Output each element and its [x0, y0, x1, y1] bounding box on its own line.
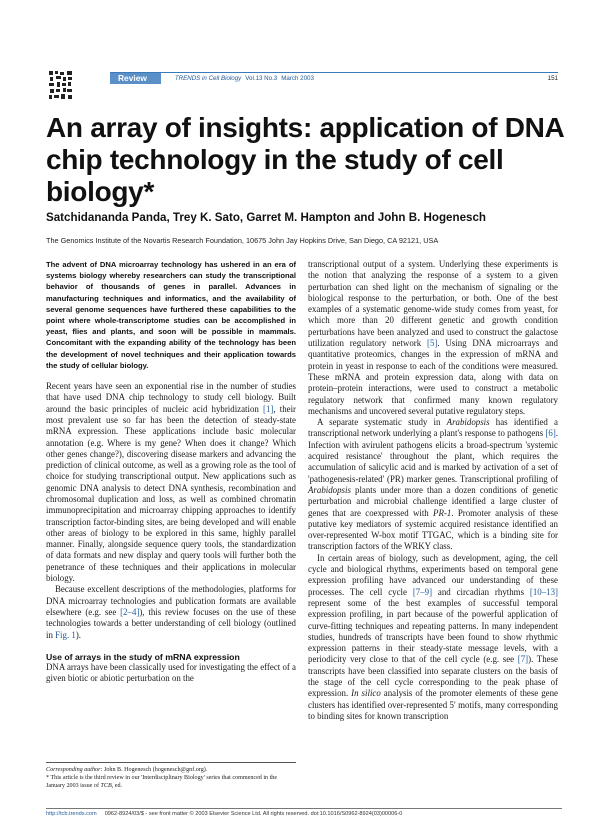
body-paragraph: Recent years have seen an exponential rise in the number of studies that have used DNA chip technology to study cell biology. Built around the basic principles of nucleic acid hybridization [1], their most prevalent use so far has been the detection of steady-state mRNA expression. These applications include basic molecular annotation (e.g. Where is my gene? When does it change? Which other genes change?), discovering disease markers and advancing the prediction of clinical outcome, as well as a growing role as the tool of choice for studying transcriptional output. New applications such as genomic DNA analysis to detect DNA synthesis, recombination and chromosomal duplication and loss, as well as combined chromatin immunoprecipitation and microarray chipping approaches to identify transcription factor-binding sites, are being developed and will enable other areas of biology to be explored in this same, highly parallel manner. Finally, alongside sequence query tools, the standardization of data formats and new display and query tools will further both the penetrance of these techniques and their applications in molecular biology.	[46, 381, 297, 584]
corresponding-author-note: Corresponding author: John B. Hogenesch (hogenesch@gnf.org).	[46, 767, 208, 773]
author-list: Satchidananda Panda, Trey K. Sato, Garret M. Hampton and John B. Hogenesch	[46, 211, 487, 224]
page-footer	[46, 808, 562, 817]
citation-link[interactable]: [7–9]	[412, 586, 433, 597]
citation-link[interactable]: [10–13]	[529, 586, 558, 597]
body-paragraph: In certain areas of biology, such as development, aging, the cell cycle and biological rhythms, experiments based on temporal gene expression profiling have advanced our understanding of these processes. The cell cycle [7–9] and circadian rhythms [10–13] represent some of the best examples of successful temporal expression profiling, in part because of the powerful application of curve-fitting techniques and repeating patterns. In many independent studies, hundreds of transcripts have been found to show rhythmic expression patterns in their steady-state message levels, with a periodicity very close to that of the cell cycle (e.g. see [7]). These transcripts have been classified into separate clusters on the basis of the stage of the cell cycle corresponding to the peak phase of expression. In silico analysis of the promoter elements of these gene clusters has identified over-represented 5′ motifs, many corresponding to binding sites for known transcription	[308, 552, 558, 721]
citation-link[interactable]: [7]	[517, 654, 529, 665]
volume-issue: Vol.13 No.3	[245, 75, 278, 82]
publisher-logo-icon	[48, 70, 74, 100]
affiliation: The Genomics Institute of the Novartis Research Foundation, 10675 John Jay Hopkins Drive, San Diego, CA 92121, USA	[46, 236, 439, 245]
running-header	[110, 72, 558, 84]
citation-link[interactable]: [6]	[545, 428, 556, 439]
left-column	[46, 259, 296, 684]
body-paragraph: A separate systematic study in Arabidopsis has identified a transcriptional network underlying a plant's response to pathogens [6]. Infection with avirulent pathogens elicits a broad-spectrum 'systemic acquired resistance' throughout the plant, which requires the accumulation of salicylic acid and is marked by activation of a set of 'pathogenesis-related' (PR) marker genes. Transcriptional profiling of Arabidopsis plants under more than a dozen conditions of genetic perturbation and microbial challenge identified a large cluster of genes that are coexpressed with PR-1. Promoter analysis of these putative key mediators of systemic acquired resistance identified an over-represented W-box motif TTGAC, which is a binding site for transcription factors of the WRKY class.	[308, 417, 559, 552]
article-title: An array of insights: application of DNA chip technology in the study of cell biology*	[46, 112, 564, 207]
body-paragraph: Because excellent descriptions of the methodologies, platforms for DNA microarray technologies and publication formats are available elsewhere (e.g. see [2–4]), this review focuses on the use of these technologies towards a better understanding of cell biology (outlined in Fig. 1).	[46, 584, 296, 640]
right-column	[308, 259, 558, 722]
citation-link[interactable]: [2–4]	[120, 606, 140, 617]
abstract: The advent of DNA microarray technology has ushered in an era of systems biology whereby researchers can study the transcriptional behavior of thousands of genes in parallel. Advances in manufacturing techniques and informatics, and the availability of several genome sequences have furthered these capabilities to the point where whole-transcriptome studies can be accomplished in yeast, flies and plants, and soon will be possible in mammals. Concomitant with the expanding ability of the technology has been the development of novel techniques and their application towards the study of cellular biology.	[46, 260, 296, 370]
issue-date: March 2003	[281, 75, 314, 82]
figure-link[interactable]: Fig. 1	[55, 629, 76, 640]
citation-link[interactable]: [5]	[427, 338, 438, 349]
journal-url-link[interactable]: http://tcb.trends.com	[46, 811, 97, 817]
section-heading: Use of arrays in the study of mRNA expression	[46, 651, 240, 662]
footnotes	[46, 762, 296, 790]
body-paragraph: DNA arrays have been classically used for investigating the effect of a given biotic or abiotic perturbation on the	[46, 661, 296, 684]
body-paragraph: transcriptional output of a system. Underlying these experiments is the notion that analyzing the response of a system to a given perturbation can shed light on the mechanism of signaling or the biological response to the perturbation, or both. One of the best examples of a systematic genome-wide study comes from yeast, for which more than 20 different genetic and growth condition perturbations have been analyzed and used to construct the galactose utilization regulatory network [5]. Using DNA microarrays and quantitative proteomics, changes in the expression of mRNA and protein in yeast in response to each of the conditions were measured. These mRNA and protein expression data, along with data on protein–protein interactions, were used to construct a metabolic regulatory network that confirmed many known regulatory mechanisms and uncovered several putative regulatory steps.	[308, 259, 558, 416]
journal-name: TRENDS in Cell Biology	[174, 75, 242, 82]
copyright-line: 0962-8924/03/$ - see front matter © 2003 Elsevier Science Ltd. All rights reserved. doi:10.1016/S0962-8924(03)00006-0	[104, 811, 403, 817]
section-label: Review	[110, 73, 161, 84]
page-number: 151	[547, 75, 558, 82]
citation-link[interactable]: [1]	[263, 403, 274, 414]
series-note: * This article is the third review in our 'Interdisciplinary Biology' series that commenced in the January 2003 issue of TCB, ed.	[46, 775, 278, 789]
